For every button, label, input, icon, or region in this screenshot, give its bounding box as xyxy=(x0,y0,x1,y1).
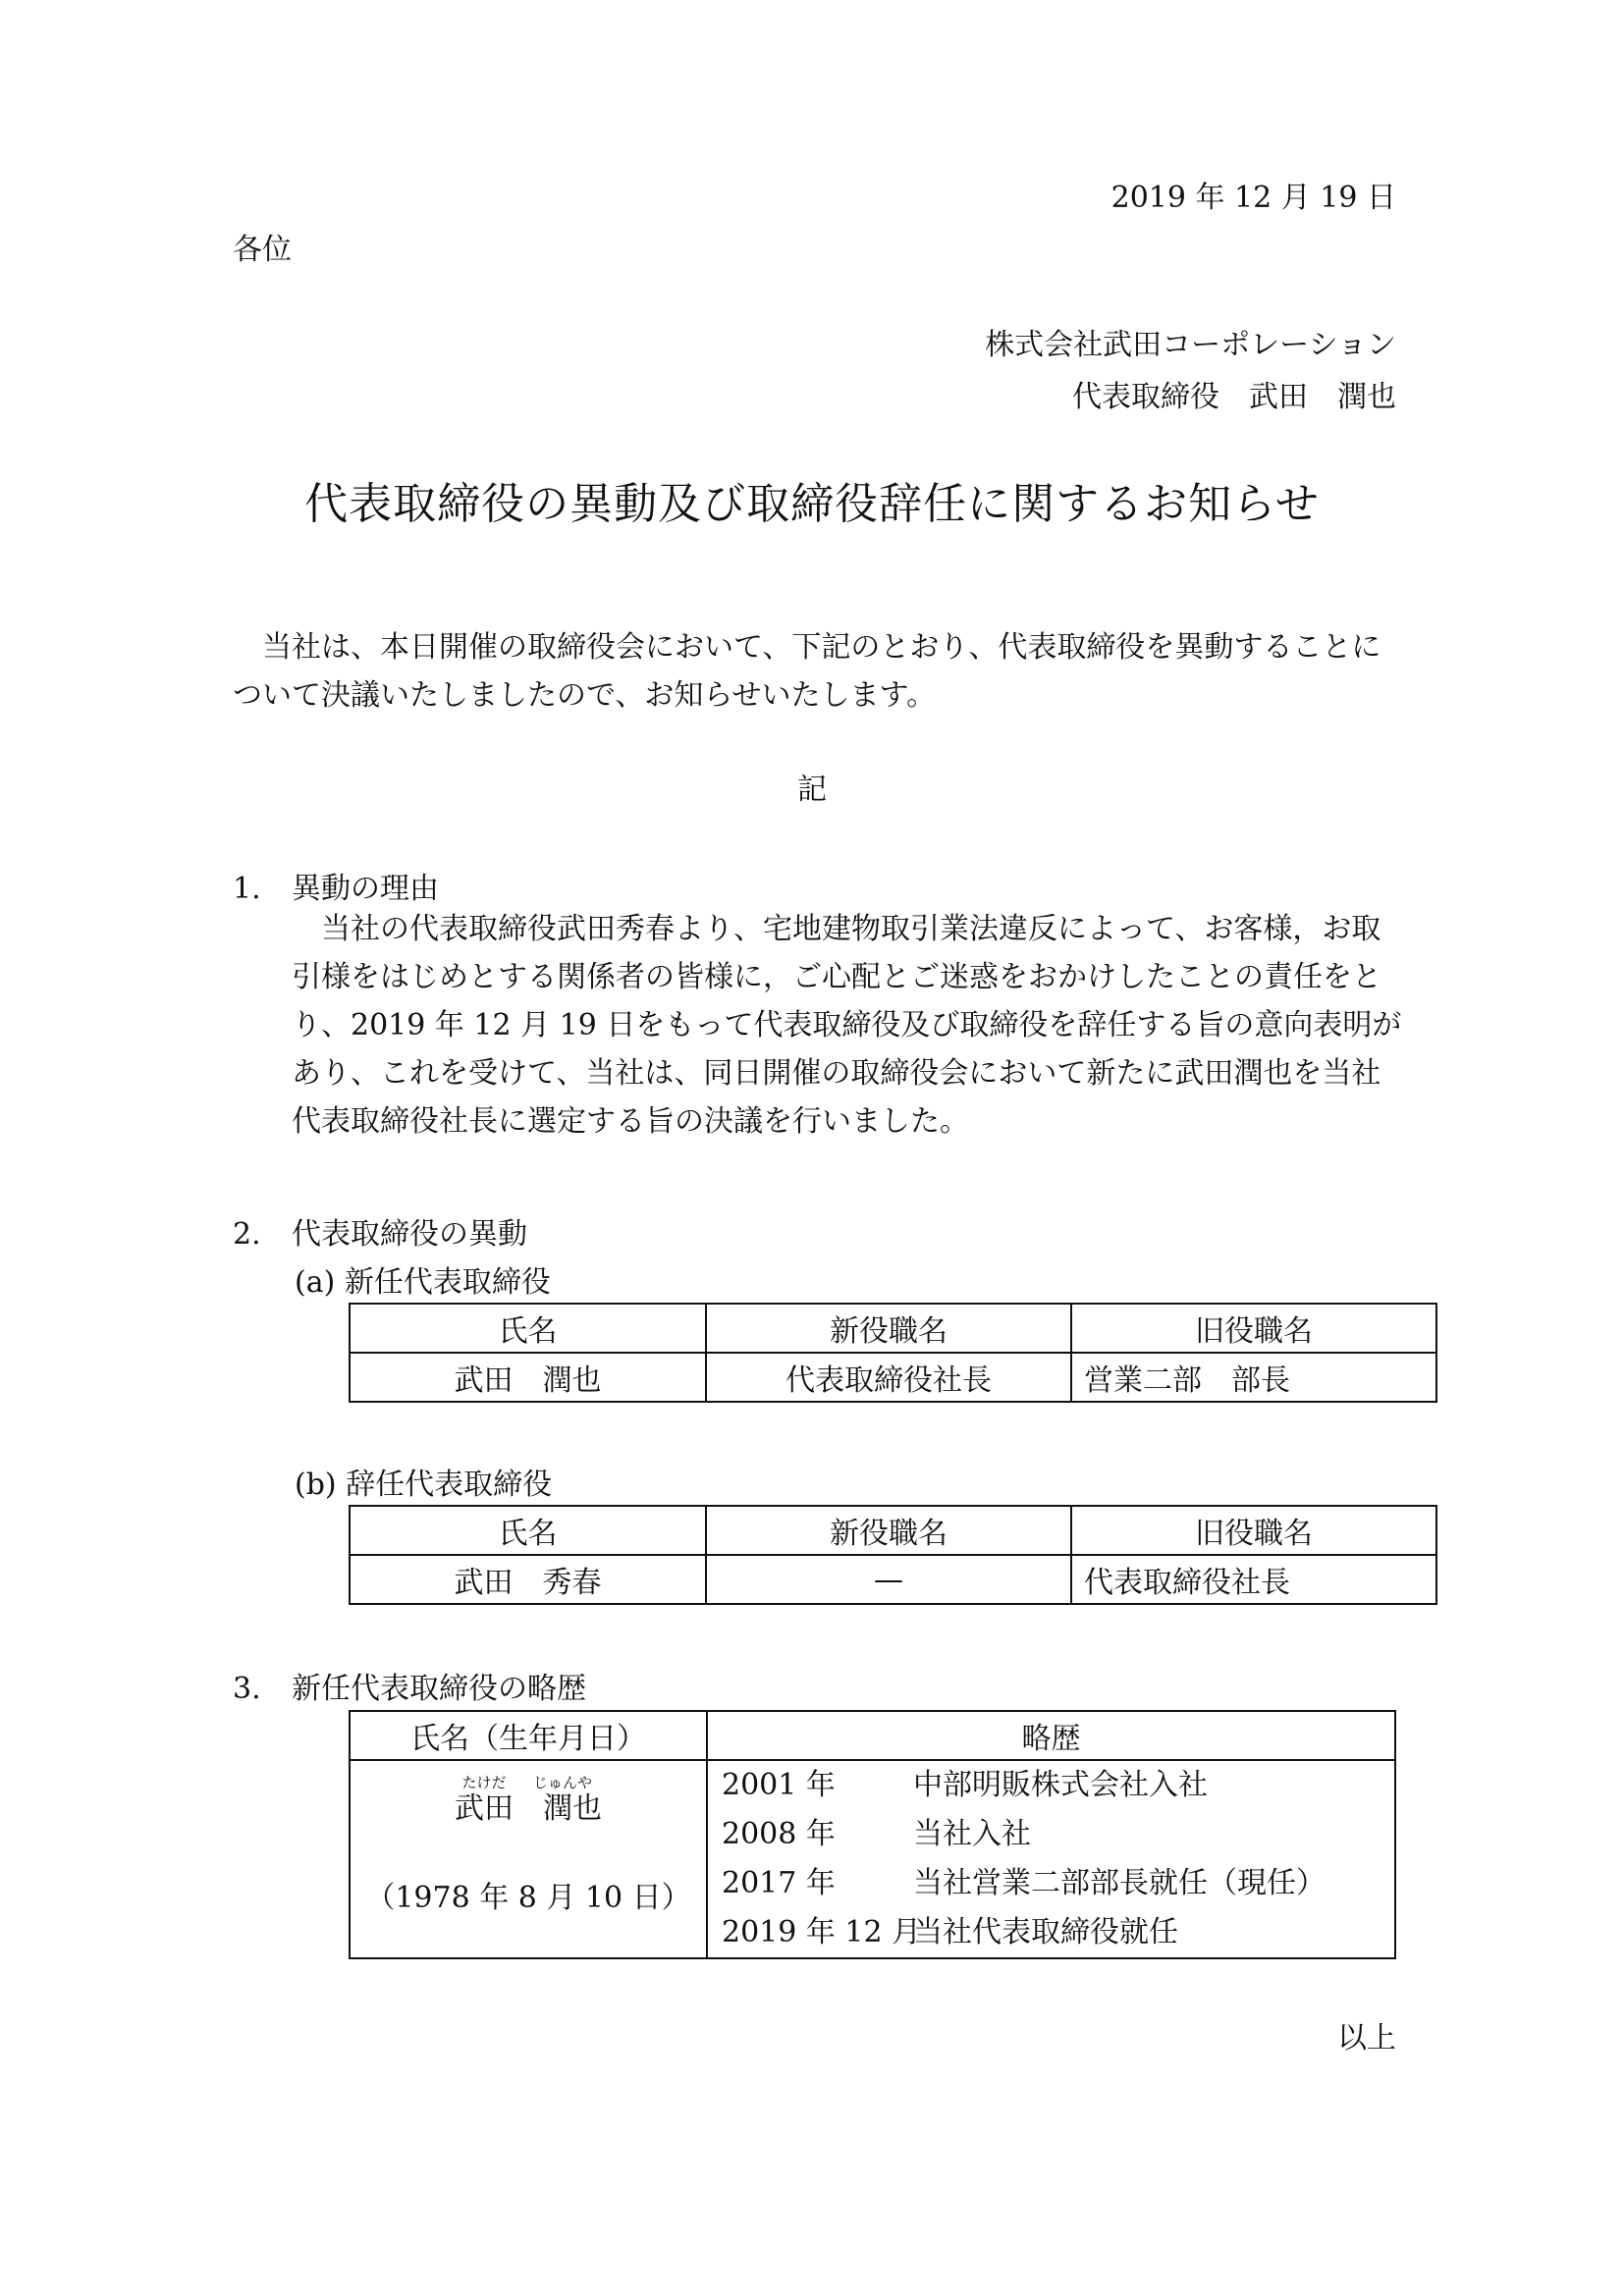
name-ruby xyxy=(455,1773,602,1792)
subsection-b-label: (b) 辞任代表取締役 xyxy=(295,1468,553,1502)
table-header-cell: 氏名 xyxy=(350,1506,706,1555)
history-year: 2001 年 xyxy=(722,1768,836,1802)
document-date: 2019 年 12 月 19 日 xyxy=(1110,181,1396,215)
table-cell: 武田 潤也 xyxy=(350,1353,706,1402)
section-1-body xyxy=(292,905,1402,1146)
ki-heading: 記 xyxy=(797,773,827,807)
history-item xyxy=(722,1908,1394,1957)
history-year: 2017 年 xyxy=(722,1866,836,1900)
history-event: 当社営業二部部長就任（現任） xyxy=(913,1866,1326,1900)
section-3-heading: 新任代表取締役の略歴 xyxy=(292,1672,586,1706)
history-event: 当社入社 xyxy=(913,1817,1031,1851)
section-2-heading: 代表取締役の異動 xyxy=(292,1217,527,1252)
reason-line: 引様をはじめとする関係者の皆様に，ご心配とご迷惑をおかけしたことの責任をと xyxy=(292,960,1381,994)
history-event: 当社代表取締役就任 xyxy=(913,1915,1178,1949)
profile-cell xyxy=(350,1760,707,1958)
history-item xyxy=(722,1810,1394,1859)
intro-paragraph xyxy=(233,623,1397,720)
career-history-table xyxy=(349,1710,1396,1959)
table-header-cell: 旧役職名 xyxy=(1071,1506,1436,1555)
reason-line: 代表取締役社長に選定する旨の決議を行いました。 xyxy=(292,1104,969,1139)
reason-line: あり、これを受けて、当社は、同日開催の取締役会において新たに武田潤也を当社 xyxy=(292,1056,1381,1091)
resigning-representative-table xyxy=(349,1505,1437,1605)
history-item xyxy=(722,1859,1394,1908)
new-representative-table xyxy=(349,1303,1437,1403)
table-cell: — xyxy=(706,1555,1071,1604)
document-title: 代表取締役の異動及び取締役辞任に関するお知らせ xyxy=(304,479,1320,529)
table-header-row xyxy=(350,1506,1436,1555)
table-cell: 武田 秀春 xyxy=(350,1555,706,1604)
table-cell: 代表取締役社長 xyxy=(706,1353,1071,1402)
history-item xyxy=(722,1761,1394,1810)
ruby-given: じゅんや xyxy=(532,1774,592,1791)
table-header-cell: 新役職名 xyxy=(706,1506,1071,1555)
section-2-number: 2. xyxy=(233,1217,261,1252)
profile-birthdate: （1978 年 8 月 10 日） xyxy=(365,1881,691,1915)
intro-line: ついて決議いたしましたので、お知らせいたします。 xyxy=(233,678,937,713)
table-row xyxy=(350,1555,1436,1604)
history-cell xyxy=(707,1760,1395,1958)
history-year: 2008 年 xyxy=(722,1817,836,1851)
table-header-row xyxy=(350,1304,1436,1353)
table-row xyxy=(350,1353,1436,1402)
history-year: 2019 年 12 月 xyxy=(722,1915,922,1949)
reason-line: 当社の代表取締役武田秀春より、宅地建物取引業法違反によって、お客様，お取 xyxy=(321,912,1381,946)
table-header-cell: 旧役職名 xyxy=(1071,1304,1436,1353)
intro-line: 当社は、本日開催の取締役会において、下記のとおり、代表取締役を異動することに xyxy=(262,630,1381,665)
table-cell: 営業二部 部長 xyxy=(1071,1353,1436,1402)
addressee: 各位 xyxy=(233,233,292,267)
section-1-heading: 異動の理由 xyxy=(292,872,439,906)
subsection-a-label: (a) 新任代表取締役 xyxy=(295,1265,551,1300)
company-name: 株式会社武田コーポレーション xyxy=(985,328,1396,362)
reason-line: り、2019 年 12 月 19 日をもって代表取締役及び取締役を辞任する旨の意向表明が xyxy=(292,1008,1402,1042)
section-1-number: 1. xyxy=(233,872,261,906)
table-row xyxy=(350,1760,1395,1958)
table-header-cell: 新役職名 xyxy=(706,1304,1071,1353)
table-header-cell: 略歴 xyxy=(707,1711,1395,1760)
table-header-cell: 氏名（生年月日） xyxy=(350,1711,707,1760)
table-header-row xyxy=(350,1711,1395,1760)
ruby-family: たけだ xyxy=(461,1774,507,1791)
name-with-ruby xyxy=(455,1773,602,1826)
section-3-number: 3. xyxy=(233,1672,261,1706)
profile-name: 武田 潤也 xyxy=(455,1791,602,1826)
closing-mark: 以上 xyxy=(1337,2021,1396,2056)
table-cell: 代表取締役社長 xyxy=(1071,1555,1436,1604)
representative-name: 代表取締役 武田 潤也 xyxy=(1072,380,1396,414)
history-event: 中部明販株式会社入社 xyxy=(913,1768,1208,1802)
table-header-cell: 氏名 xyxy=(350,1304,706,1353)
